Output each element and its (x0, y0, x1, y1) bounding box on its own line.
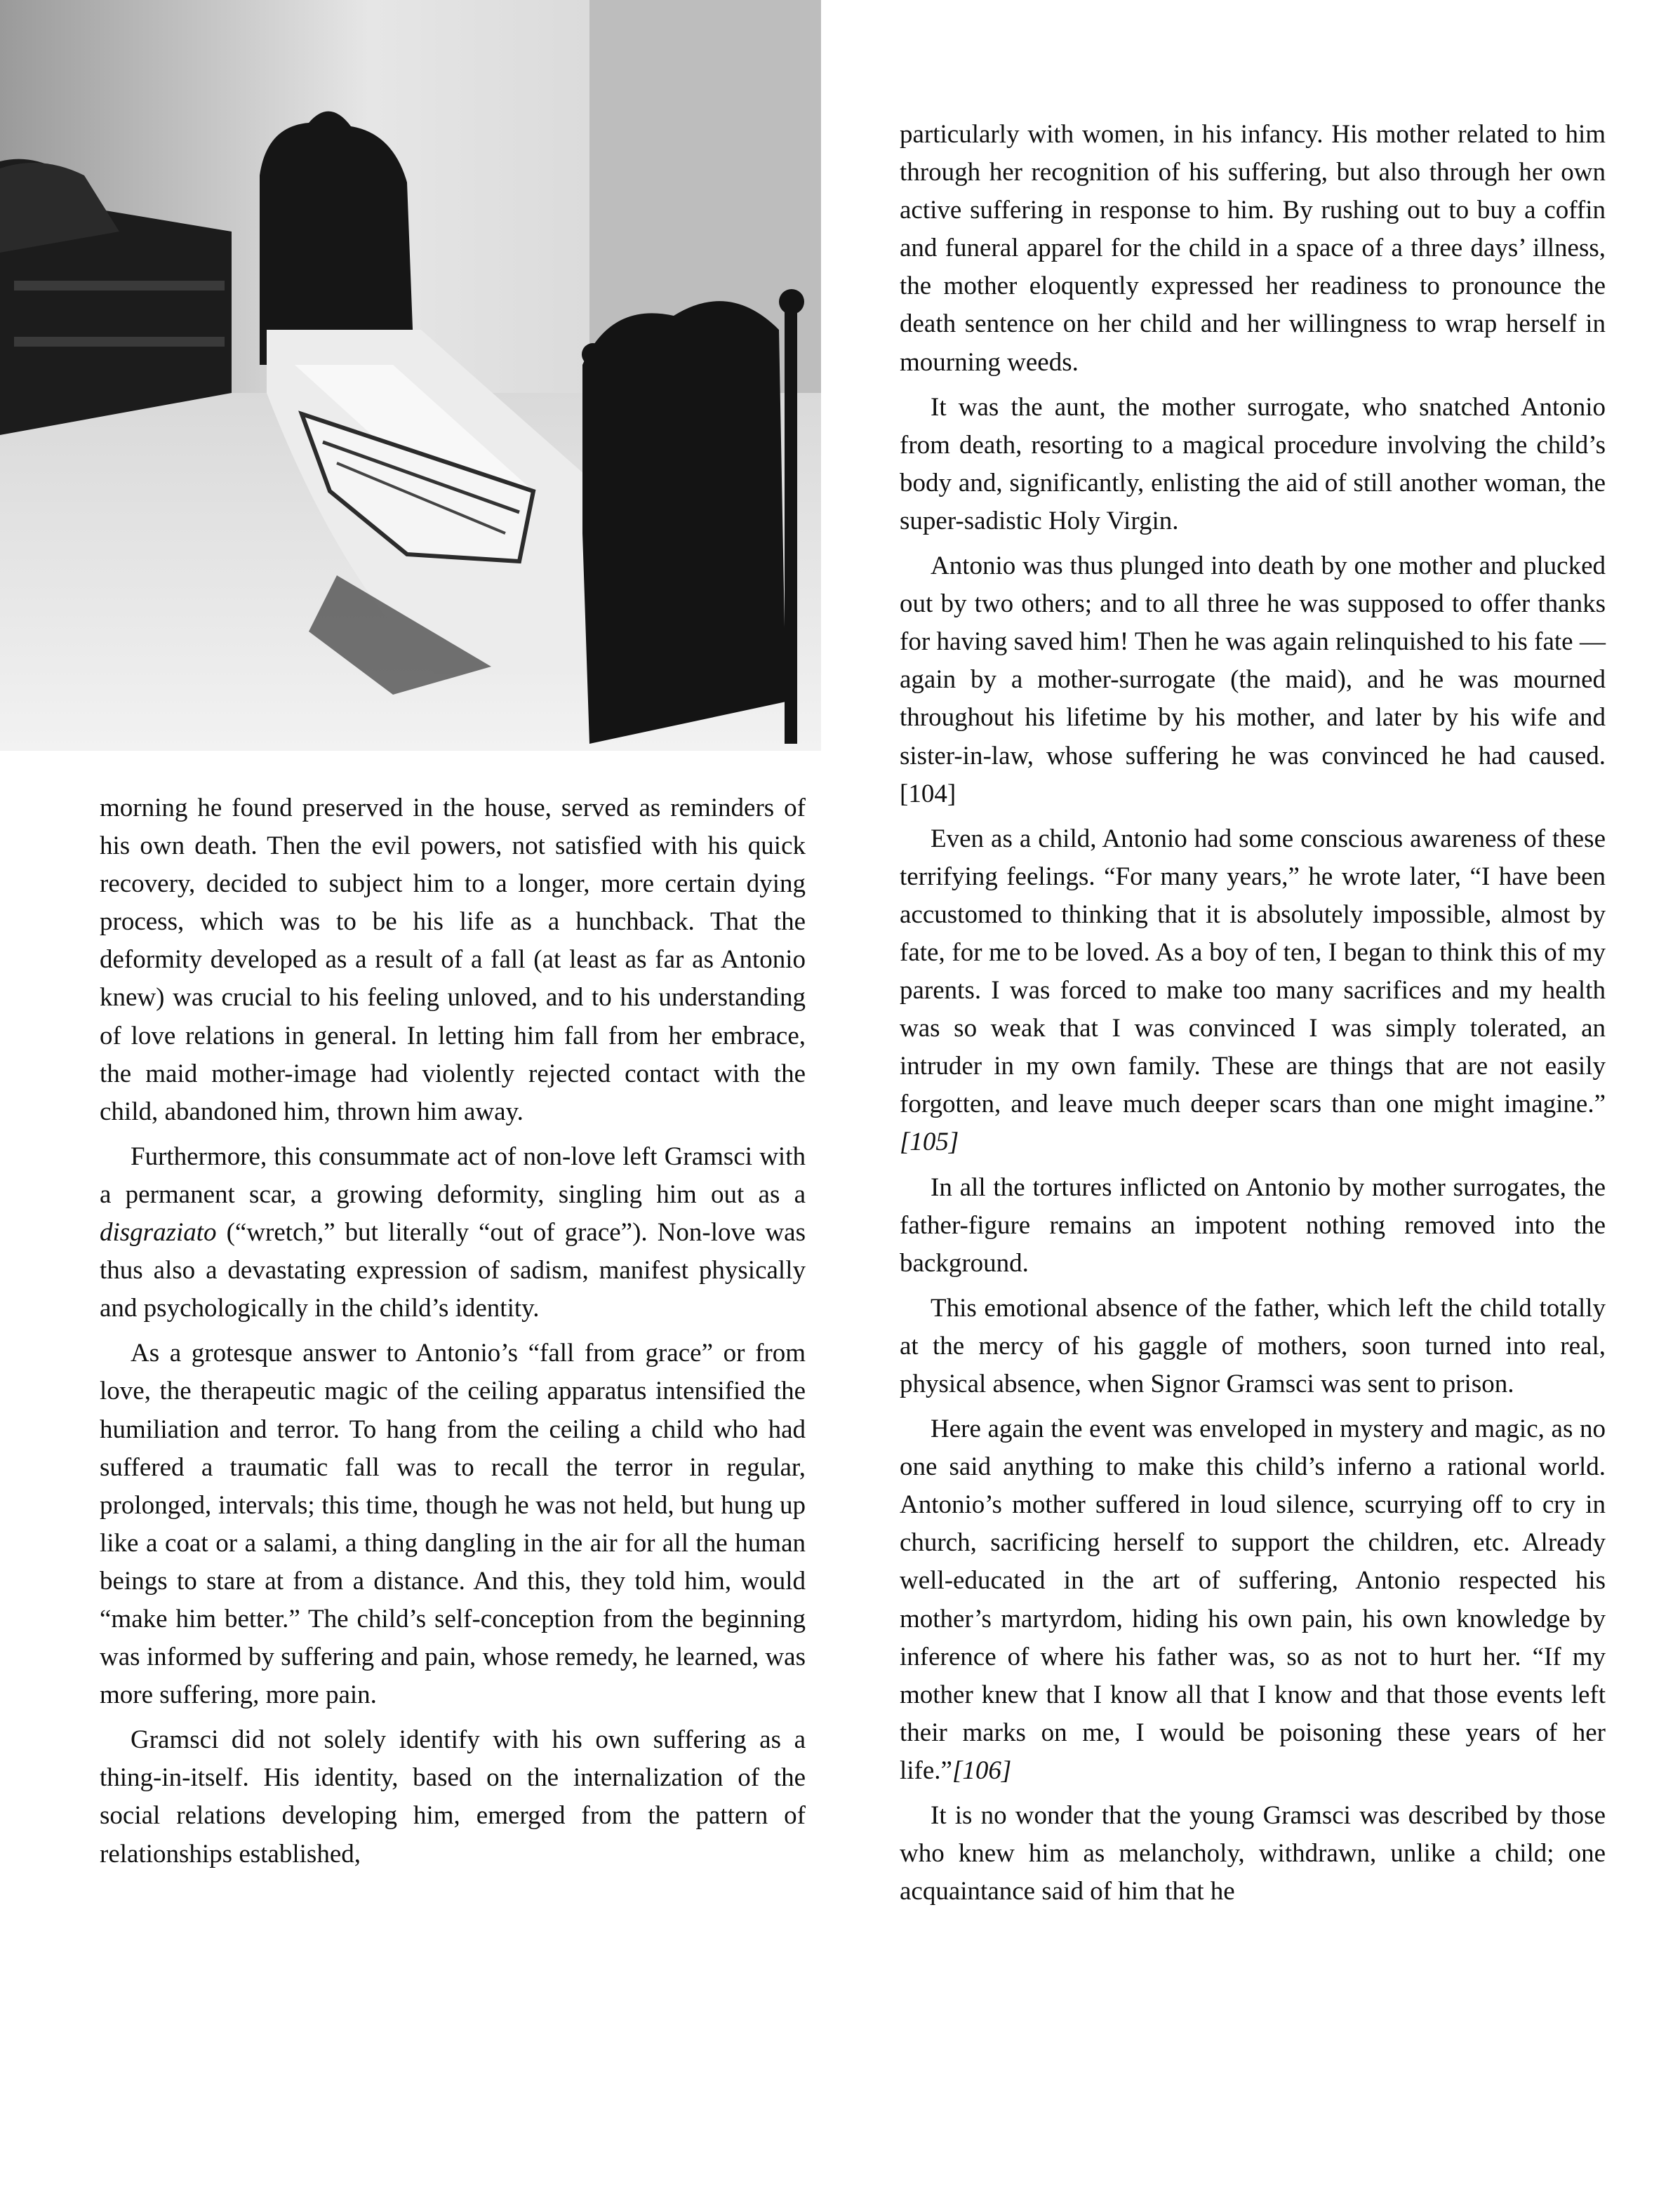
reference-105: [105] (900, 1128, 959, 1157)
right-paragraph-7-text: Here again the event was enveloped in mystery and magic, as no one said anything to make this child’s inferno a rational world. Antonio’s mother suffered in loud silence, scurrying off to cry in church, sacrificing herself to support the children, etc. Already well-educated in the art of suffering, Antonio respected his mother’s martyrdom, hiding his own pain, his own knowledge by inference of where his father was, so as not to hurt her. “If my mother knew that I know all that I know and that those events left their marks on me, I would be poisoning these years of her life.” (900, 1415, 1606, 1785)
left-paragraph-1: morning he found preserved in the house, served as reminders of his own death. Then the evil powers, not satisfied with his quick recovery, decided to subject him to a longer, more certain dying process, which was to be his life as a hunchback. That the deformity developed as a result of a fall (at least as far as Antonio knew) was crucial to his feeling unloved, and to his understanding of love relations in general. In letting him fall from her embrace, the maid mother-image had violently rejected contact with the child, abandoned him, thrown him away. (100, 794, 806, 1126)
bedroom-photo-illustration (0, 0, 821, 751)
left-paragraph-3: As a grotesque answer to Antonio’s “fall from grace” or from love, the therapeutic magic of the ceiling apparatus intensified the humiliation and terror. To hang from the ceiling a child who had suffered a traumatic fall was to recall the terror in regular, prolonged, intervals; this time, though he was not held, but hung up like a coat or a salami, a thing dangling in the air for all the human beings to stare at from a distance. And this, they told him, would “make him better.” The child’s self-conception from the beginning was informed by suffering and pain, whose remedy, he learned, was more suffering, more pain. (100, 1339, 806, 1710)
left-paragraph-2 (100, 1138, 806, 1328)
left-column (100, 789, 806, 1873)
left-paragraph-2-text-a: Furthermore, this consummate act of non-love left Gramsci with a permanent scar, a growing deformity, singling him out as a (100, 1142, 806, 1209)
right-paragraph-3: Antonio was thus plunged into death by one mother and plucked out by two others; and to all three he was supposed to offer thanks for having saved him! Then he was again relinquished to his fate — again by a mother-surrogate (the maid), and he was mourned throughout his lifetime by his mother, and later by his wife and sister-in-law, whose suffering he was convinced he had caused.[104] (900, 552, 1606, 808)
right-paragraph-2: It was the aunt, the mother surrogate, who snatched Antonio from death, resorting to a magical procedure involving the child’s body and, significantly, enlisting the aid of still another woman, the super-sadistic Holy Virgin. (900, 392, 1606, 535)
right-paragraph-1: particularly with women, in his infancy. His mother related to him through her recognition of his suffering, but also through her own active suffering in response to him. By rushing out to buy a coffin and funeral apparel for the child in a space of a three days’ illness, the mother eloquently expressed her readiness to pronounce the death sentence on her child and her willingness to wrap herself in mourning weeds. (900, 120, 1606, 377)
right-paragraph-7 (900, 1410, 1606, 1790)
reference-106: [106] (952, 1756, 1012, 1785)
right-paragraph-4-text: Even as a child, Antonio had some conscious awareness of these terrifying feelings. “For many years,” he wrote later, “I have been accustomed to thinking that it is absolutely impossible, almost by fate, for me to be loved. As a boy of ten, I began to think this of my parents. I was forced to make too many sacrifices and my health was so weak that I was convinced I was simply tolerated, an intruder in my own family. These are things that are not easily forgotten, and leave much deeper scars than one might imagine.” (900, 824, 1606, 1119)
right-paragraph-6: This emotional absence of the father, which left the child totally at the mercy of his gaggle of mothers, soon turned into real, physical absence, when Signor Gramsci was sent to prison. (900, 1293, 1606, 1398)
right-paragraph-5: In all the tortures inflicted on Antonio by mother surrogates, the father-figure remains an impotent nothing removed into the background. (900, 1172, 1606, 1278)
italic-term: disgraziato (100, 1218, 217, 1248)
right-paragraph-8: It is no wonder that the young Gramsci was described by those who knew him as melancholy, withdrawn, unlike a child; one acquaintance said of him that he (900, 1801, 1606, 1906)
left-paragraph-4: Gramsci did not solely identify with his own suffering as a thing-in-itself. His identity, based on the internalization of the social relations developing him, emerged from the pattern of relationships established, (100, 1725, 806, 1869)
right-column (900, 116, 1606, 1911)
bedroom-photo (0, 0, 821, 751)
left-paragraph-2-text-b: (“wretch,” but literally “out of grace”). Non-love was thus also a devastating expression of sadism, manifest physically and psychologically in the child’s identity. (100, 1218, 806, 1323)
right-paragraph-4 (900, 820, 1606, 1162)
